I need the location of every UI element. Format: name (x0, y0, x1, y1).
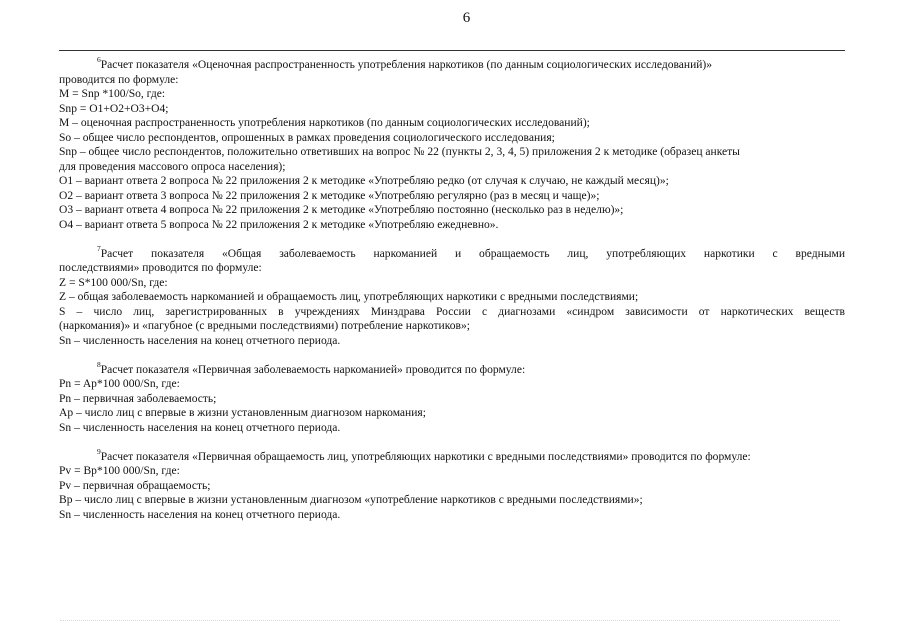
definition-line: Ap – число лиц с впервые в жизни установленным диагнозом наркомания; (59, 407, 426, 420)
footnote-marker: 7 (97, 243, 101, 253)
definition-line: S – число лиц, зарегистрированных в учреждениях Минздрава России с диагнозами «синдром зависимости от наркотических веществ (59, 305, 845, 318)
footnote-marker: 8 (97, 359, 101, 369)
paragraph-gap (59, 232, 845, 247)
footnotes-body (59, 55, 845, 522)
footnote-marker: 9 (97, 446, 101, 456)
definition-line: O2 – вариант ответа 3 вопроса № 22 приложения 2 к методике «Употребляю регулярно (раз в месяц и чаще)»; (59, 189, 600, 202)
formula-line: Z = S*100 000/Sn, где: (59, 276, 168, 289)
definition-line: M – оценочная распространенность употребления наркотиков (по данным социологических исследований); (59, 117, 590, 129)
definition-line: Z – общая заболеваемость наркоманией и обращаемость лиц, употребляющих наркотики с вредными последствиями; (59, 291, 639, 304)
footnote-heading (59, 359, 845, 378)
formula-line: Pn = Ap*100 000/Sn, где: (59, 378, 180, 391)
page-number: 6 (462, 10, 471, 26)
formula-line: Pv = Bp*100 000/Sn, где: (59, 465, 180, 478)
footnote-heading (59, 446, 845, 465)
formula-line: M = Snp *100/So, где: (59, 88, 166, 100)
definition-line: Sn – численность населения на конец отчетного периода. (59, 421, 341, 434)
footnote-heading (59, 55, 845, 73)
footnote-8 (59, 359, 845, 436)
definition-line: O4 – вариант ответа 5 вопроса № 22 приложения 2 к методике «Употребляю ежедневно». (59, 218, 499, 231)
footnote-separator-rule (59, 50, 845, 51)
definition-line: O3 – вариант ответа 4 вопроса № 22 приложения 2 к методике «Употребляю постоянно (несколько раз в неделю)»; (59, 204, 624, 216)
definition-line: Pv – первичная обращаемость; (59, 479, 211, 492)
definition-line: для проведения массового опроса населения); (59, 160, 286, 173)
footnote-heading-text: Расчет показателя «Первичная заболеваемость наркоманией» проводится по формуле: (100, 363, 526, 376)
definition-line: So – общее число респондентов, опрошенных в рамках проведения социологического исследования; (59, 131, 555, 144)
formula-line: последствиями» проводится по формуле: (59, 262, 262, 275)
scan-noise-line (60, 620, 840, 621)
footnote-9 (59, 446, 845, 523)
definition-line: O1 – вариант ответа 2 вопроса № 22 приложения 2 к методике «Употребляю редко (от случая к случаю, не каждый месяц)»; (59, 175, 669, 187)
paragraph-gap (59, 435, 845, 450)
formula-line: Snp = O1+O2+O3+O4; (59, 102, 169, 115)
definition-line: Sn – численность населения на конец отчетного периода. (59, 508, 341, 521)
definition-line: Snp – общее число респондентов, положительно ответивших на вопрос № 22 (пункты 2, 3, 4, 5) приложения 2 к методике (образец анкеты (59, 146, 740, 158)
formula-line: проводится по формуле: (59, 73, 179, 86)
footnote-7 (59, 243, 845, 349)
footnote-heading (59, 243, 845, 262)
footnote-marker: 6 (97, 55, 101, 65)
paragraph-gap (59, 348, 845, 363)
footnote-heading-text: Расчет показателя «Первичная обращаемость лиц, употребляющих наркотики с вредными последствиями» проводится по формуле: (100, 450, 751, 463)
definition-line: (наркомания)» и «пагубное (с вредными последствиями) потребление наркотиков»; (59, 320, 470, 333)
definition-line: Bp – число лиц с впервые в жизни установленным диагнозом «употребление наркотиков с вредными последствиями»; (59, 494, 643, 507)
footnote-6 (59, 55, 845, 232)
footnote-heading-text: Расчет показателя «Общая заболеваемость наркоманией и обращаемость лиц, употребляющих наркотики с вредными (100, 247, 845, 260)
footnote-heading-text: Расчет показателя «Оценочная распространенность употребления наркотиков (по данным социологических исследований)» (100, 59, 713, 71)
definition-line: Sn – численность населения на конец отчетного периода. (59, 334, 341, 347)
definition-line: Pn – первичная заболеваемость; (59, 392, 217, 405)
